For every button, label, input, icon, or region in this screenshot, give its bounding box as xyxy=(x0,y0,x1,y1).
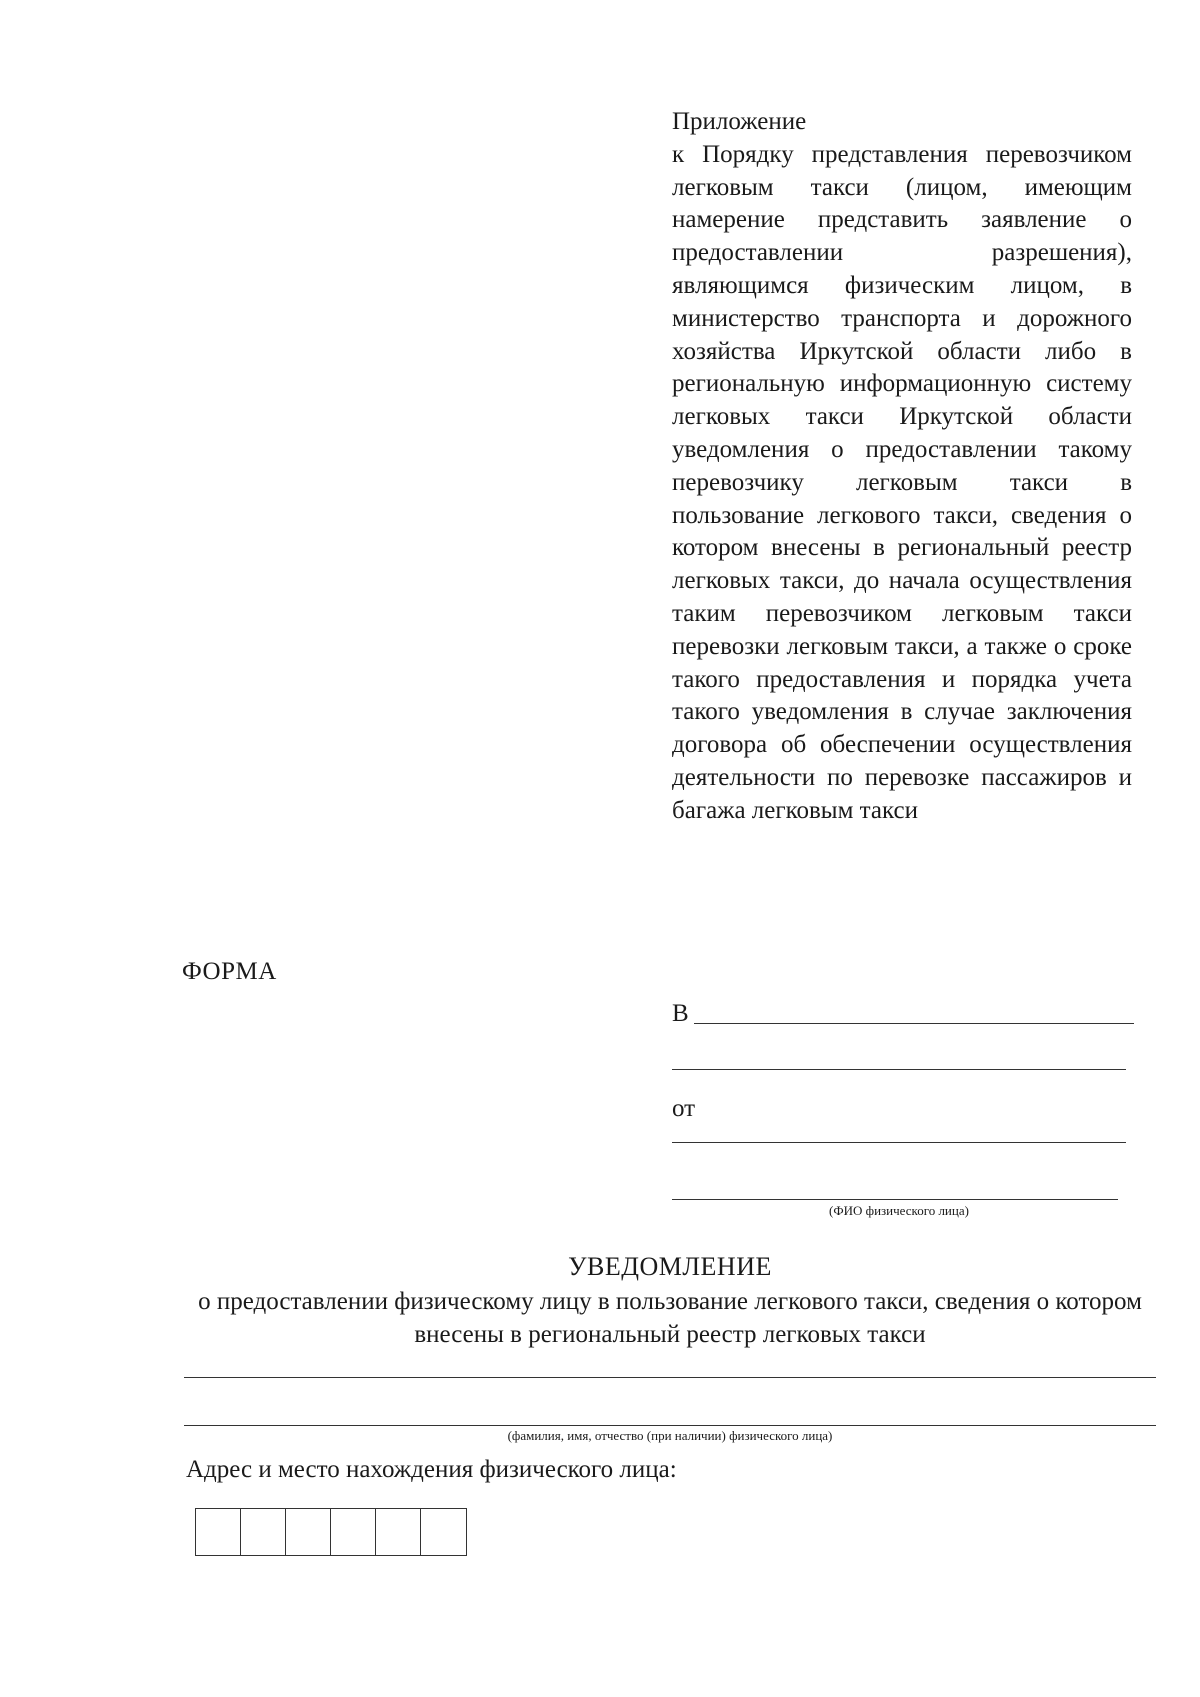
from-field-line-2[interactable] xyxy=(672,1199,1118,1200)
to-field-line-2[interactable] xyxy=(672,1069,1126,1070)
appendix-text: к Порядку представления перевозчиком легковым такси (лицом, имеющим намерение представить заявление о предоставлении разрешения), являющимся физическим лицом, в министерство транспорта и дорожного хозяйства Иркутской области либо в региональную информационную систему легковых такси Иркутской области уведомления о предоставлении такому перевозчику легковым такси в пользование легкового такси, сведения о котором внесены в региональный реестр легковых такси, до начала осуществления таким перевозчиком легковым такси перевозки легковым такси, а также о сроке такого предоставления и порядка учета такого уведомления в случае заключения договора об обеспечении осуществления деятельности по перевозке пассажиров и багажа легковым такси xyxy=(672,140,1132,824)
postal-code-cell[interactable] xyxy=(286,1509,331,1555)
appendix-title: Приложение xyxy=(672,108,807,135)
postal-code-cell[interactable] xyxy=(376,1509,421,1555)
postal-code-cell[interactable] xyxy=(241,1509,286,1555)
to-label: В xyxy=(672,1000,689,1027)
address-heading: Адрес и место нахождения физического лица: xyxy=(186,1456,677,1483)
notice-title: УВЕДОМЛЕНИЕ xyxy=(568,1252,772,1281)
to-field-line-1[interactable] xyxy=(694,1023,1134,1024)
notice-subtitle: о предоставлении физическому лицу в пользование легкового такси, сведения о котором внесены в региональный реестр легковых такси xyxy=(198,1288,1142,1348)
form-label: ФОРМА xyxy=(182,958,277,985)
from-label: от xyxy=(672,1095,696,1122)
postal-code-cell[interactable] xyxy=(421,1509,466,1555)
fio-caption: (ФИО физического лица) xyxy=(829,1203,969,1218)
name-caption: (фамилия, имя, отчество (при наличии) физического лица) xyxy=(507,1428,833,1443)
from-field-line-1[interactable] xyxy=(672,1142,1126,1143)
appendix-block xyxy=(672,106,1132,828)
name-field-line-1[interactable] xyxy=(184,1377,1156,1378)
name-field-line-2[interactable] xyxy=(184,1425,1156,1426)
postal-code-cell[interactable] xyxy=(196,1509,241,1555)
postal-code-cells xyxy=(195,1508,467,1556)
postal-code-cell[interactable] xyxy=(331,1509,376,1555)
